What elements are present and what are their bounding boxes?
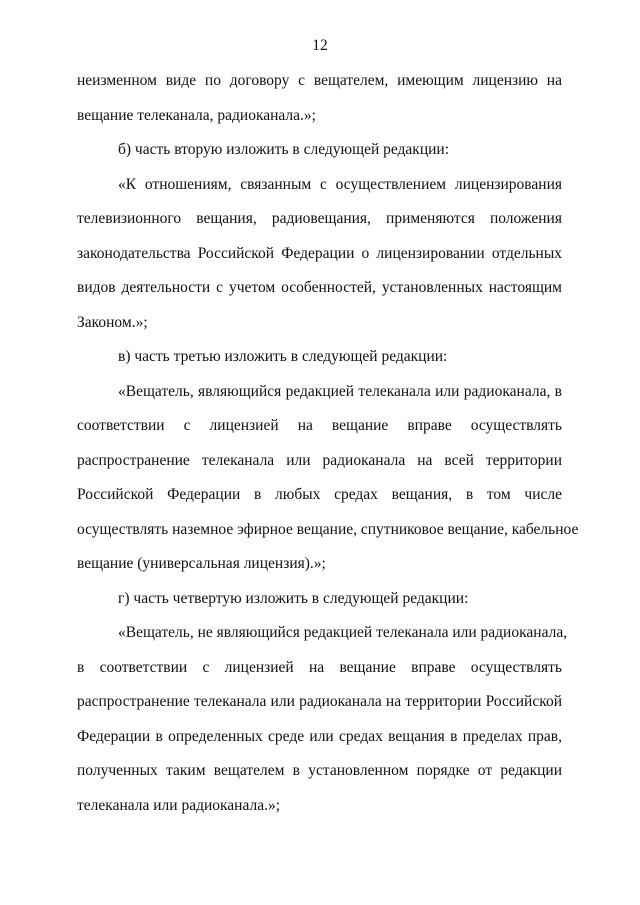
text-line: видов деятельности с учетом особенностей, установленных настоящим bbox=[77, 279, 562, 296]
text-line: в соответствии с лицензией на вещание вправе осуществлять bbox=[77, 658, 562, 676]
text-line: неизменном виде по договору с вещателем, имеющим лицензию на bbox=[77, 72, 562, 89]
text-line: вещание телеканала, радиоканала.»; bbox=[77, 106, 316, 124]
text-line: Федерации в определенных среде или средах вещания в пределах прав, bbox=[77, 727, 562, 745]
text-line: б) часть вторую изложить в следующей редакции: bbox=[118, 141, 450, 158]
text-line: осуществлять наземное эфирное вещание, спутниковое вещание, кабельное bbox=[77, 520, 579, 538]
text-line: Российской Федерации в любых средах вещания, в том числе bbox=[77, 486, 562, 503]
document-body bbox=[77, 64, 579, 823]
text-line: «Вещатель, являющийся редакцией телеканала или радиоканала, в bbox=[118, 382, 562, 400]
text-line: в) часть третью изложить в следующей редакции: bbox=[118, 348, 448, 365]
page-number: 12 bbox=[312, 37, 328, 54]
text-line: телевизионного вещания, радиовещания, применяются положения bbox=[77, 210, 562, 227]
text-line: «Вещатель, не являющийся редакцией телеканала или радиоканала, bbox=[118, 624, 568, 641]
text-line: Законом.»; bbox=[77, 313, 148, 331]
text-line: распространение телеканала или радиоканала на территории Российской bbox=[77, 693, 562, 710]
text-line: полученных таким вещателем в установленном порядке от редакции bbox=[77, 762, 562, 779]
text-line: вещание (универсальная лицензия).»; bbox=[77, 555, 326, 572]
text-line: распространение телеканала или радиоканала на всей территории bbox=[77, 451, 562, 469]
text-line: г) часть четвертую изложить в следующей редакции: bbox=[118, 589, 469, 607]
text-line: законодательства Российской Федерации о лицензировании отдельных bbox=[77, 244, 562, 262]
text-line: «К отношениям, связанным с осуществлением лицензирования bbox=[118, 175, 562, 193]
text-line: телеканала или радиоканала.»; bbox=[77, 796, 281, 814]
text-line: соответствии с лицензией на вещание вправе осуществлять bbox=[77, 417, 562, 434]
